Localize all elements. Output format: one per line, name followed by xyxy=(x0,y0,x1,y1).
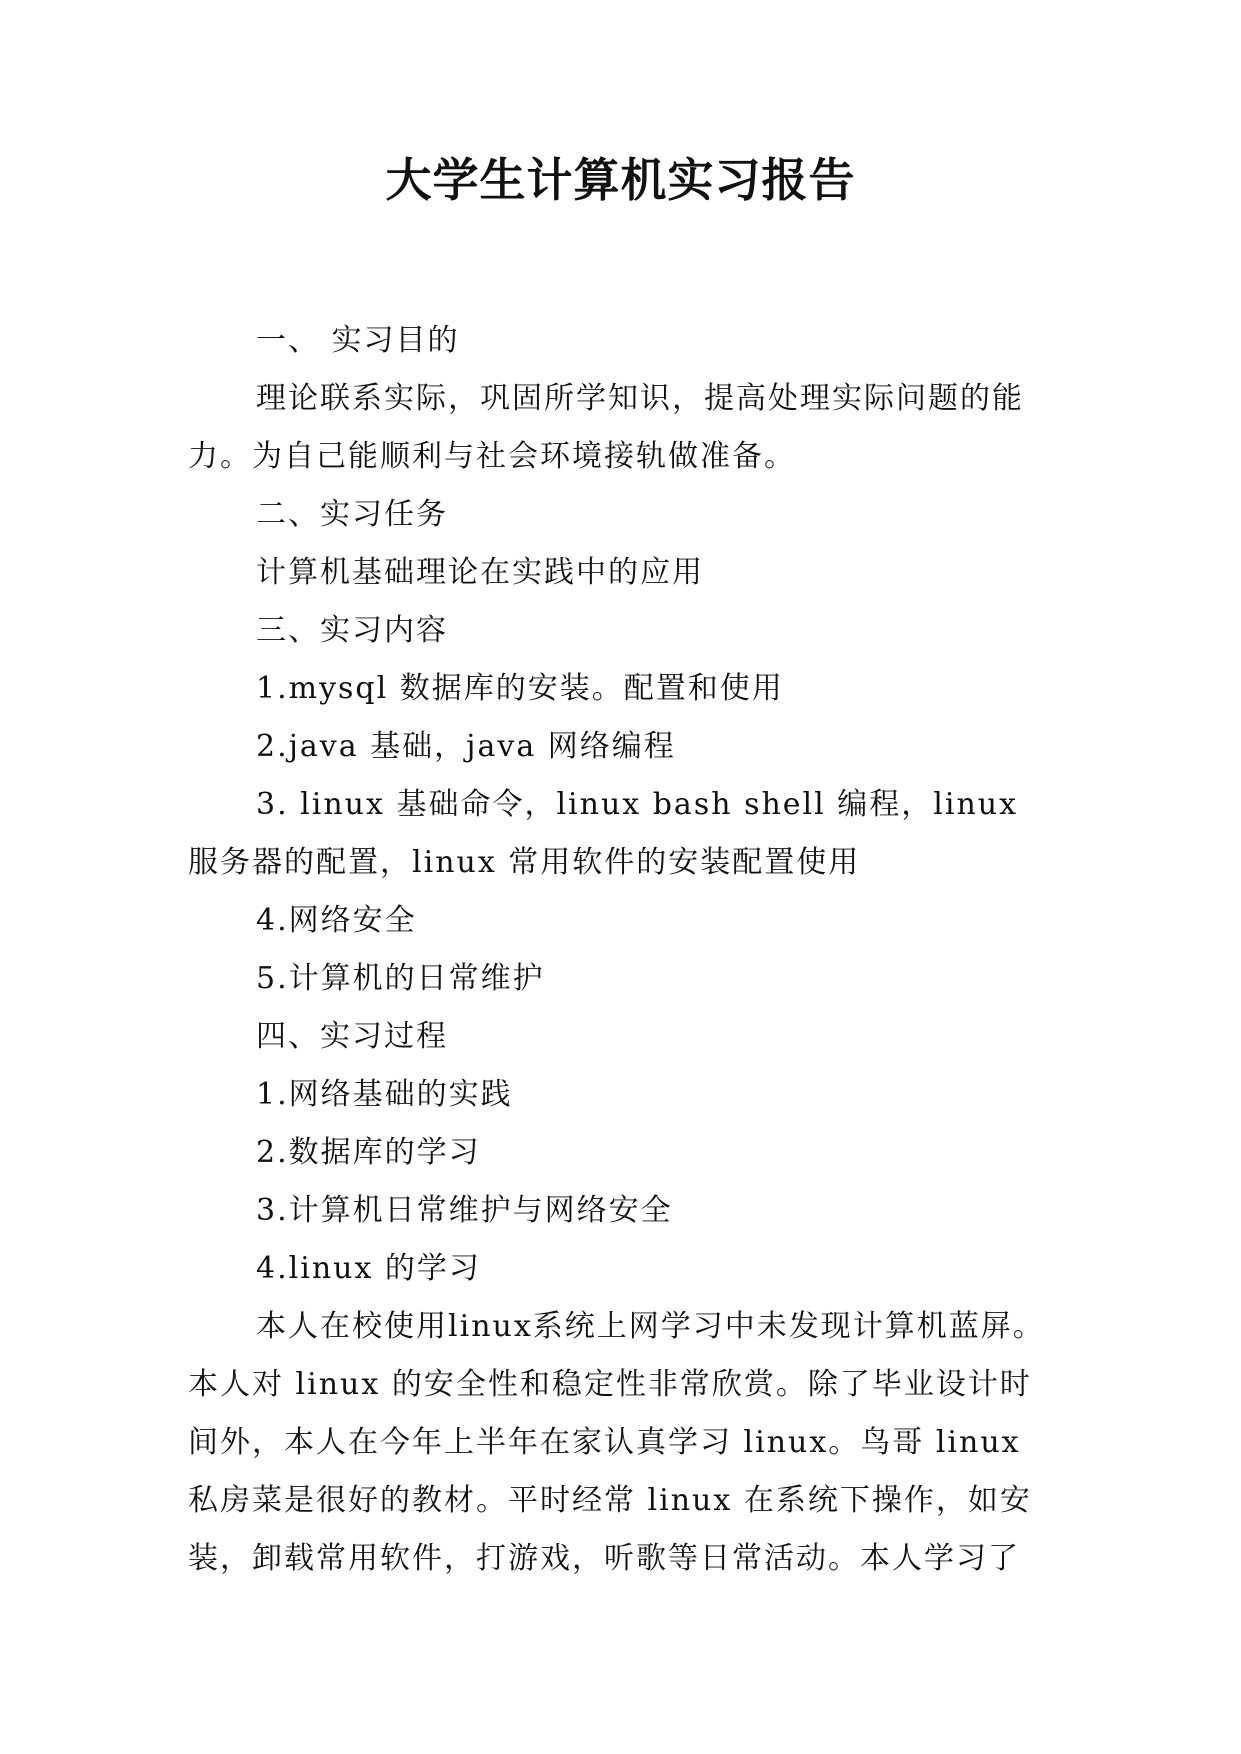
section-heading-task: 二、实习任务 xyxy=(256,497,448,532)
content-item-4: 4.网络安全 xyxy=(256,903,417,938)
document-body xyxy=(188,312,1054,1588)
process-item-2: 2.数据库的学习 xyxy=(256,1135,481,1170)
section-heading-process: 四、实习过程 xyxy=(256,1019,448,1054)
paragraph-purpose: 理论联系实际，巩固所学知识，提高处理实际问题的能力。为自己能顺利与社会环境接轨做准备。 xyxy=(188,381,1024,474)
content-item-5: 5.计算机的日常维护 xyxy=(256,961,545,996)
content-item-1: 1.mysql 数据库的安装。配置和使用 xyxy=(256,671,784,706)
section-heading-content: 三、实习内容 xyxy=(256,613,448,648)
paragraph-task: 计算机基础理论在实践中的应用 xyxy=(256,555,704,590)
process-item-1: 1.网络基础的实践 xyxy=(256,1077,513,1112)
section-heading-purpose: 一、 实习目的 xyxy=(256,323,460,358)
document-title: 大学生计算机实习报告 xyxy=(385,153,856,207)
content-item-2: 2.java 基础，java 网络编程 xyxy=(256,729,676,764)
content-item-3: 3. linux 基础命令，linux bash shell 编程，linux 服务器的配置，linux 常用软件的安装配置使用 xyxy=(188,787,1019,880)
process-item-4: 4.linux 的学习 xyxy=(256,1251,481,1286)
process-item-3: 3.计算机日常维护与网络安全 xyxy=(256,1193,673,1228)
paragraph-linux-study: 本人在校使用linux系统上网学习中未发现计算机蓝屏。本人对 linux 的安全性和稳定性非常欣赏。除了毕业设计时间外，本人在今年上半年在家认真学习 linux。鸟哥 linux 私房菜是很好的教材。平时经常 linux 在系统下操作，如安装，卸载常用软件，打游戏，听歌等日常活动。本人学习了 xyxy=(188,1309,1045,1576)
